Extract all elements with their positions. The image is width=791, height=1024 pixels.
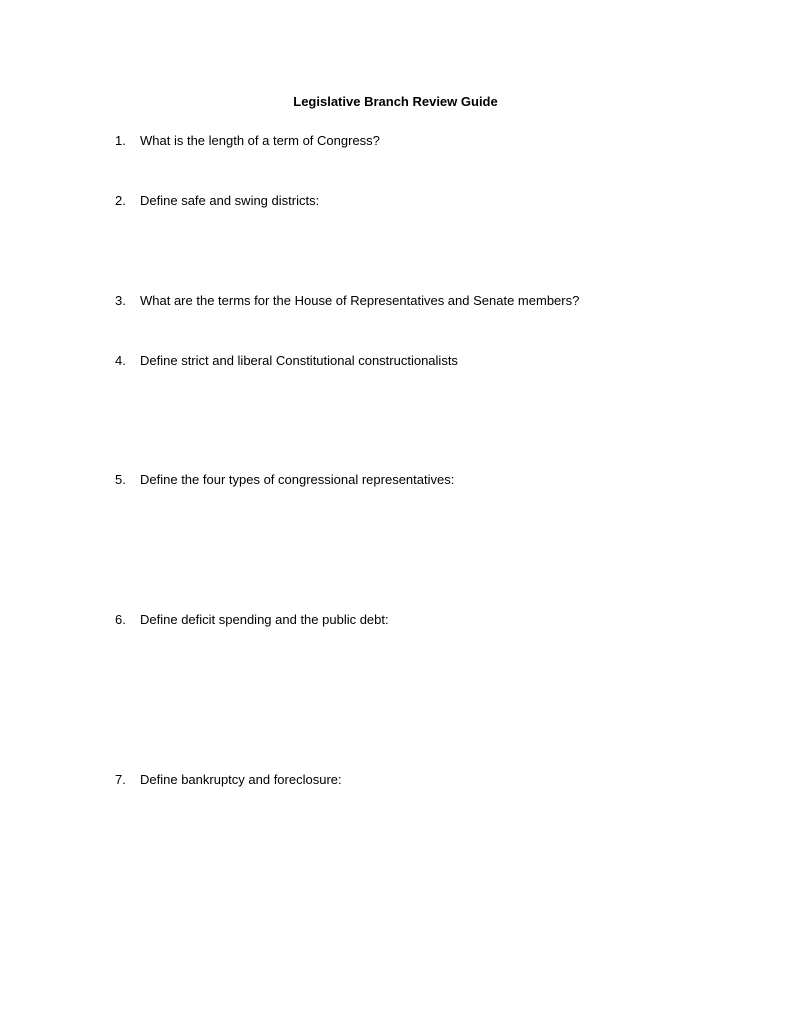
page-title: Legislative Branch Review Guide [293,94,498,109]
question-number: 1. [115,133,126,148]
question-text: Define safe and swing districts: [140,193,320,208]
question-text: Define strict and liberal Constitutional constructionalists [140,353,458,368]
question-text: What is the length of a term of Congress? [140,133,380,148]
question-number: 6. [115,612,126,627]
question-text: Define the four types of congressional representatives: [140,472,455,487]
question-number: 4. [115,353,126,368]
question-text: Define bankruptcy and foreclosure: [140,772,342,787]
question-text: What are the terms for the House of Representatives and Senate members? [140,293,580,308]
question-number: 3. [115,293,126,308]
question-number: 2. [115,193,126,208]
question-number: 7. [115,772,126,787]
question-number: 5. [115,472,126,487]
question-text: Define deficit spending and the public debt: [140,612,389,627]
